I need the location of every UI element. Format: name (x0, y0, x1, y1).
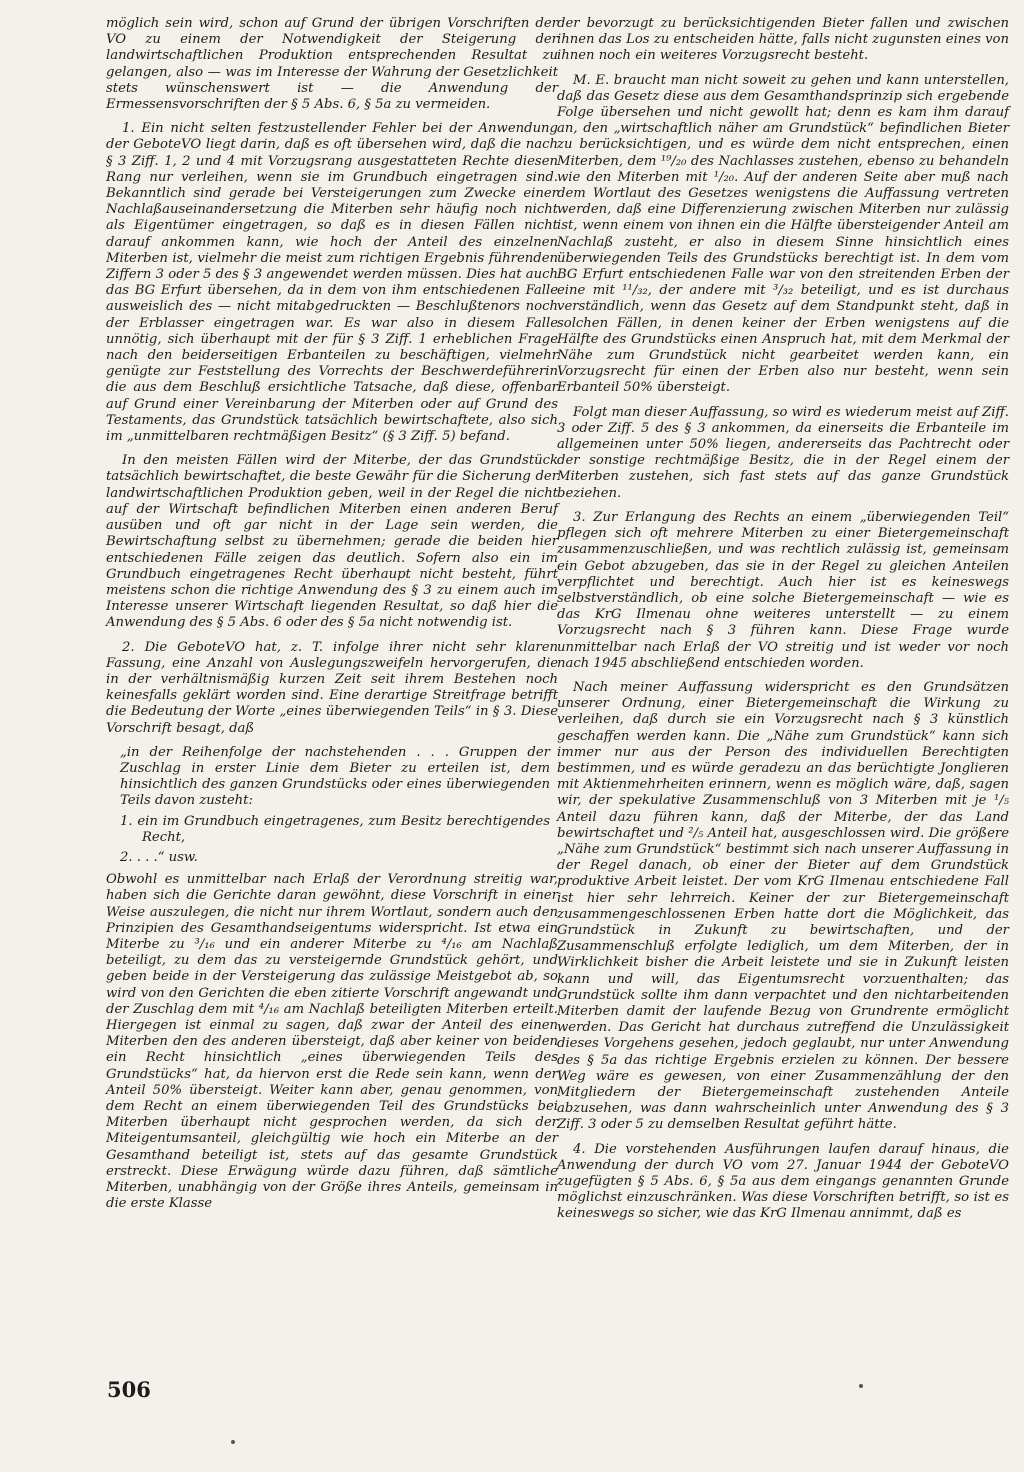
paragraph: 1. Ein nicht selten festzustellender Fehler bei der Anwendung der GeboteVO liegt darin, daß es oft übersehen wird, daß die nach § 3 Ziff. 1, 2 und 4 mit Vorzugsrang ausgestatteten Rechte diesen Rang nur verleihen, wenn sie im Grundbuch eingetragen sind. Bekanntlich sind gerade bei Versteigerungen zum Zwecke einer Nachlaßauseinandersetzung die Miterben sehr häufig noch nicht als Eigentümer eingetragen, so daß es in diesen Fällen nicht darauf ankommen kann, wie hoch der Anteil des einzelnen Miterben ist, vielmehr die meist zum richtigen Ergebnis führenden Ziffern 3 oder 5 des § 3 angewendet werden müssen. Dies hat auch das BG Erfurt übersehen, da in dem von ihm entschiedenen Falle ausweislich des — nicht mitabgedruckten — Beschlußtenors noch der Erblasser eingetragen war. Es war also in diesem Falle unnötig, sich überhaupt mit der für § 3 Ziff. 1 erheblichen Frage nach den beiderseitigen Erbanteilen zu beschäftigen, vielmehr genügte zur Feststellung des Vorrechts der Beschwerdeführerin die aus dem Beschluß ersichtliche Tatsache, daß diese, offenbar auf Grund einer Vereinbarung der Miterben oder auf Grund des Testaments, das Grundstück tatsächlich bewirtschaftete, also sich im „unmittelbaren rechtmäßigen Besitz“ (§ 3 Ziff. 5) befand. (106, 121, 558, 445)
paragraph: der bevorzugt zu berücksichtigenden Bieter fallen und zwischen ihnen das Los zu entscheiden hätte, falls nicht zugunsten eines von ihnen noch ein weiteres Vorzugsrecht besteht. (557, 16, 1009, 64)
paragraph: 4. Die vorstehenden Ausführungen laufen darauf hinaus, die Anwendung der durch VO vom 27. Januar 1944 der GeboteVO zugefügten § 5 Abs. 6, § 5a aus dem eingangs genannten Grunde möglichst einzuschränken. Was diese Vorschriften betrifft, so ist es keineswegs so sicher, wie das KrG Ilmenau annimmt, daß es (557, 1141, 1009, 1222)
right-column (557, 16, 1009, 1231)
paragraph: möglich sein wird, schon auf Grund der übrigen Vorschriften der VO zu einem der Notwendigkeit der Steigerung der landwirtschaftlichen Produktion entsprechenden Resultat zu gelangen, also — was im Interesse der Wahrung der Gesetzlichkeit stets wünschenswert ist — die Anwendung der Ermessensvorschriften der § 5 Abs. 6, § 5a zu vermeiden. (106, 16, 558, 113)
quoted-provision (120, 745, 550, 866)
print-speck (231, 1440, 235, 1444)
quote-item: 2. . . .“ usw. (120, 849, 198, 865)
paragraph: M. E. braucht man nicht soweit zu gehen und kann unterstellen, daß das Gesetz diese aus dem Gesamthandsprinzip sich ergebende Folge übersehen und nicht gewollt hat; denn es kam ihm darauf an, den „wirtschaftlich näher am Grundstück“ befindlichen Bieter zu berücksichtigen, und es würde dem nicht entsprechen, einen Miterben, dem ¹⁹/₂₀ des Nachlasses zustehen, ebenso zu behandeln wie den Miterben mit ¹/₂₀. Auf der anderen Seite aber muß nach dem Wortlaut des Gesetzes wenigstens die Auffassung vertreten werden, daß eine Differenzierung zwischen Miterben nur zulässig ist, wenn einem von ihnen ein die Hälfte übersteigender Anteil am Nachlaß zusteht, er also in diesem Sinne hinsichtlich eines überwiegenden Teils des Grundstücks berechtigt ist. In dem vom BG Erfurt entschiedenen Falle war von den streitenden Erben der eine mit ¹¹/₃₂, der andere mit ³/₃₂ beteiligt, und es ist durchaus verständlich, wenn das Gesetz auf dem Standpunkt steht, daß in solchen Fällen, in denen keiner der Erben wenigstens auf die Hälfte des Grundstücks einen Anspruch hat, mit dem Merkmal der Nähe zum Grundstück nicht gearbeitet werden kann, ein Vorzugsrecht für einen der Erben also nur besteht, wenn sein Erbanteil 50% übersteigt. (557, 72, 1009, 396)
quote-item: 1. ein im Grundbuch eingetragenes, zum Besitz berechtigendes Recht, (120, 813, 550, 845)
left-column (106, 16, 558, 1220)
paragraph: In den meisten Fällen wird der Miterbe, der das Grundstück tatsächlich bewirtschaftet, die beste Gewähr für die Sicherung der landwirtschaftlichen Produktion geben, weil in der Regel die nicht auf der Wirtschaft befindlichen Miterben einen anderen Beruf ausüben und oft gar nicht in der Lage sein werden, die Bewirtschaftung selbst zu übernehmen; gerade die beiden hier entschiedenen Fälle zeigen das deutlich. Sofern also ein im Grundbuch eingetragenes Recht überhaupt nicht besteht, führt meistens schon die richtige Anwendung des § 3 zu einem auch im Interesse unserer Wirtschaft liegenden Resultat, so daß hier die Anwendung des § 5 Abs. 6 oder des § 5a nicht notwendig ist. (106, 453, 558, 631)
quote-intro: „in der Reihenfolge der nachstehenden . . . Gruppen der Zuschlag in erster Linie dem Bieter zu erteilen ist, dem hinsichtlich des ganzen Grundstücks oder eines überwiegenden Teils davon zusteht: (120, 744, 550, 809)
print-speck (859, 1384, 863, 1388)
paragraph: Obwohl es unmittelbar nach Erlaß der Verordnung streitig war, haben sich die Gerichte daran gewöhnt, diese Vorschrift in einer Weise auszulegen, die nicht nur ihrem Wortlaut, sondern auch den Prinzipien des Gesamthandseigentums widerspricht. Ist etwa ein Miterbe zu ³/₁₆ und ein anderer Miterbe zu ⁴/₁₆ am Nachlaß beteiligt, zu dem das zu versteigernde Grundstück gehört, und geben beide in der Versteigerung das zulässige Meistgebot ab, so wird von den Gerichten die eben zitierte Vorschrift angewandt und der Zuschlag dem mit ⁴/₁₆ am Nachlaß beteiligten Miterben erteilt. Hiergegen ist einmal zu sagen, daß zwar der Anteil des einen Miterben den des anderen übersteigt, daß aber keiner von beiden ein Recht hinsichtlich „eines überwiegenden Teils des Grundstücks“ hat, da hiervon erst die Rede sein kann, wenn der Anteil 50% übersteigt. Weiter kann aber, genau genommen, von dem Recht an einem überwiegenden Teil des Grundstücks bei Miterben überhaupt nicht gesprochen werden, da sich der Miteigentumsanteil, gleichgültig wie hoch ein Miterbe an der Gesamthand beteiligt ist, stets auf das gesamte Grundstück erstreckt. Diese Erwägung würde dazu führen, daß sämtliche Miterben, unabhängig von der Größe ihres Anteils, gemeinsam in die erste Klasse (106, 872, 558, 1212)
paragraph: 3. Zur Erlangung des Rechts an einem „überwiegenden Teil“ pflegen sich oft mehrere Miterben zu einer Bietergemeinschaft zusammenzuschließen, und was rechtlich zulässig ist, gemeinsam ein Gebot abzugeben, das sie in der Regel zu gleichen Anteilen verpflichtet und berechtigt. Auch hier ist es keineswegs selbstverständlich, ob eine solche Bietergemeinschaft — wie es das KrG Ilmenau ohne weiteres unterstellt — zu einem Vorzugsrecht nach § 3 führen kann. Diese Frage wurde unmittelbar nach Erlaß der VO streitig und ist weder vor noch nach 1945 abschließend entschieden worden. (557, 509, 1009, 671)
page-number: 506 (107, 1377, 151, 1402)
paragraph: Folgt man dieser Auffassung, so wird es wiederum meist auf Ziff. 3 oder Ziff. 5 des § 3 ankommen, da einerseits die Erbanteile im allgemeinen unter 50% liegen, andererseits das Pachtrecht oder der sonstige rechtmäßige Besitz, die in der Regel einem der Miterben zustehen, sich fast stets auf das ganze Grundstück beziehen. (557, 404, 1009, 501)
paragraph: 2. Die GeboteVO hat, z. T. infolge ihrer nicht sehr klaren Fassung, eine Anzahl von Auslegungszweifeln hervorgerufen, die in der verhältnismäßig kurzen Zeit seit ihrem Bestehen noch keinesfalls geklärt worden sind. Eine derartige Streitfrage betrifft die Bedeutung der Worte „eines überwiegenden Teils“ in § 3. Diese Vorschrift besagt, daß (106, 639, 558, 736)
paragraph: Nach meiner Auffassung widerspricht es den Grundsätzen unserer Ordnung, einer Bietergemeinschaft die Wirkung zu verleihen, daß durch sie ein Vorzugsrecht nach § 3 künstlich geschaffen werden kann. Die „Nähe zum Grundstück“ kann sich immer nur aus der Person des individuellen Berechtigten bestimmen, und es würde geradezu an das berüchtigte Jonglieren mit Aktienmehrheiten erinnern, wenn es möglich wäre, daß, sagen wir, der spekulative Zusammenschluß von 3 Miterben mit je ¹/₅ Anteil dazu führen kann, daß der Miterbe, der das Land bewirtschaftet und ²/₅ Anteil hat, ausgeschlossen wird. Die größere „Nähe zum Grundstück“ bestimmt sich nach unserer Auffassung in der Regel danach, ob einer der Bieter auf dem Grundstück produktive Arbeit leistet. Der vom KrG Ilmenau entschiedene Fall ist hier sehr lehrreich. Keiner der zur Bietergemeinschaft zusammengeschlossenen Erben hatte dort die Möglichkeit, das Grundstück in Zukunft zu bewirtschaften, und der Zusammenschluß erfolgte lediglich, um dem Miterben, der in Wirklichkeit bisher die Arbeit leistete und sie in Zukunft leisten kann und will, das Eigentumsrecht vorzuenthalten; das Grundstück sollte ihm dann verpachtet und den nichtarbeitenden Miterben damit der laufende Bezug von Grundrente ermöglicht werden. Das Gericht hat durchaus zutreffend die Unzulässigkeit dieses Vorgehens gesehen, jedoch geglaubt, nur unter Anwendung des § 5a das richtige Ergebnis erzielen zu können. Der bessere Weg wäre es gewesen, von einer Zusammenzählung der den Mitgliedern der Bietergemeinschaft zustehenden Anteile abzusehen, was dann wahrscheinlich unter Anwendung des § 3 Ziff. 3 oder 5 zu demselben Resultat geführt hätte. (557, 679, 1009, 1133)
